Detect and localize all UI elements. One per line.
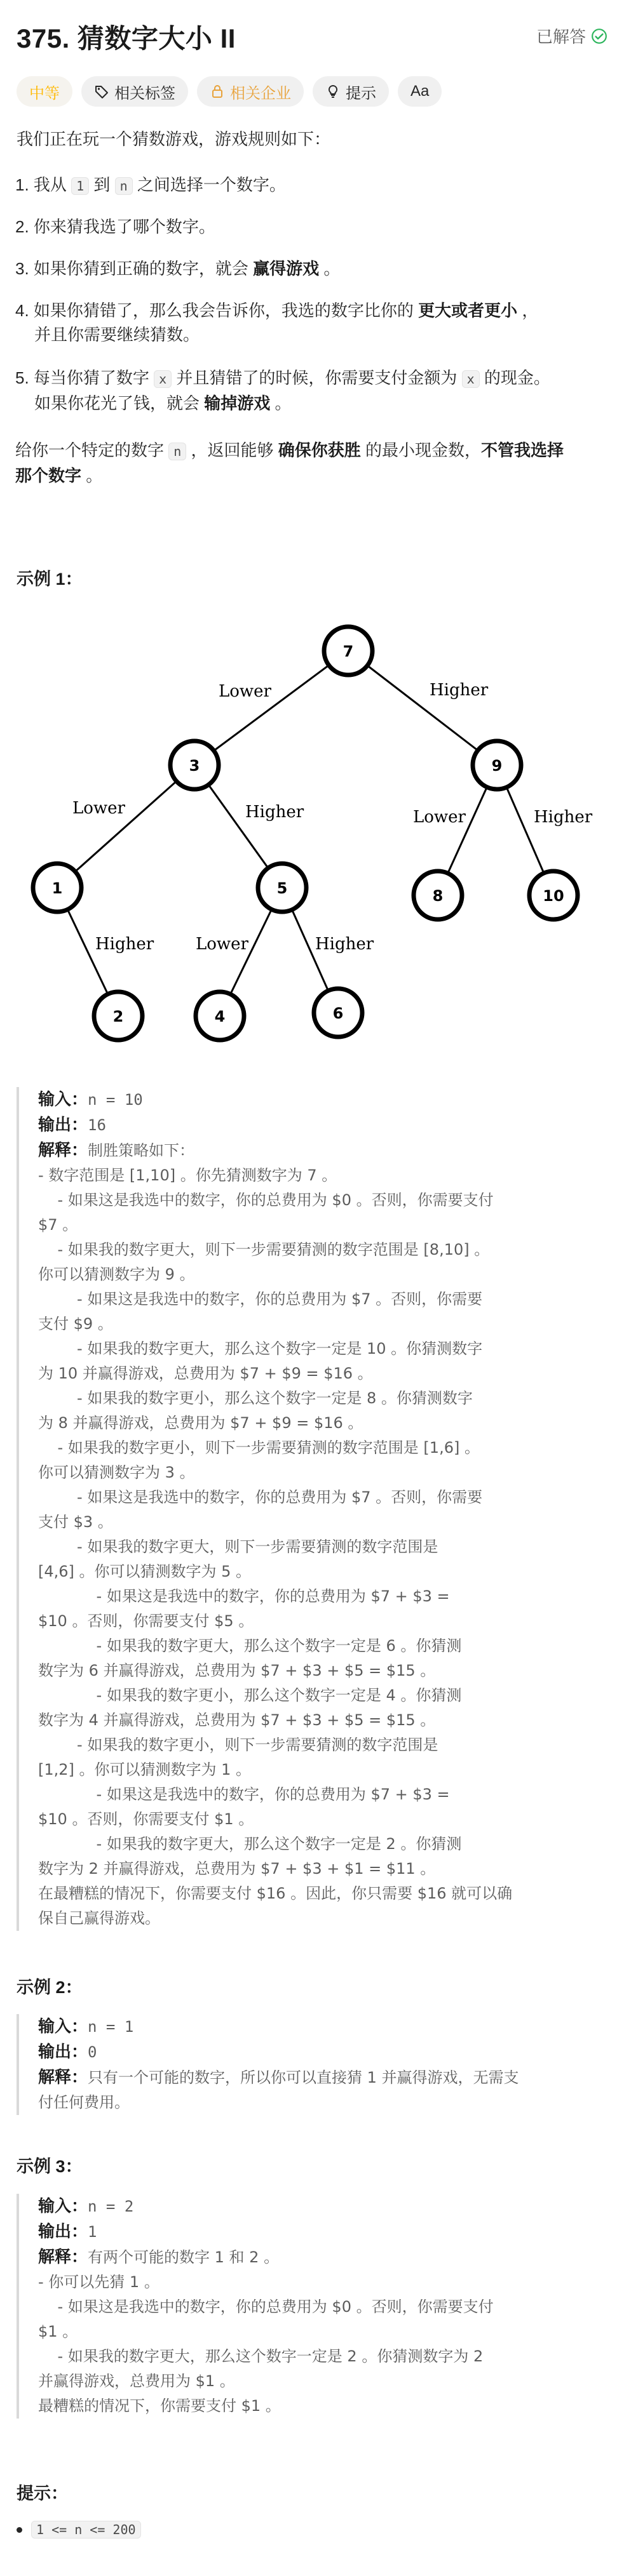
tree-edge-label: Lower bbox=[413, 808, 466, 827]
tree-edge-7-3 bbox=[194, 651, 348, 765]
explain-line bbox=[38, 2245, 607, 2270]
rule-text: 并且你需要继续猜数。 bbox=[34, 325, 200, 344]
rule-text: 如果你花光了钱，就会 bbox=[34, 394, 205, 413]
rule-text: 2. 你来猜我选了哪个数字。 bbox=[15, 217, 215, 236]
explain-line: - 如果我的数字更大，则下一步需要猜测的数字范围是 [8,10] 。 bbox=[38, 1241, 490, 1258]
explain-label: 解释： bbox=[38, 1140, 88, 1159]
output-label: 输出： bbox=[38, 1115, 88, 1134]
rule-2 bbox=[15, 215, 606, 239]
explain-line: 为 10 并赢得游戏，总费用为 $7 + $9 = $16 。 bbox=[38, 1365, 373, 1382]
explain-line: 付任何费用。 bbox=[38, 2093, 130, 2111]
explain-line: - 如果这是我选中的数字，你的总费用为 $7 。否则，你需要 bbox=[38, 1290, 483, 1308]
explain-line: - 如果我的数字更大，那么这个数字一定是 2 。你猜测 bbox=[38, 1835, 462, 1853]
explain-line bbox=[38, 2065, 607, 2090]
input-value: n = 10 bbox=[88, 1091, 143, 1109]
rule-bold: 更大或者更小 bbox=[418, 301, 518, 320]
explain-line: - 如果这是我选中的数字，你的总费用为 $7 + $3 = bbox=[38, 1587, 450, 1605]
explain-line: 支付 $9 。 bbox=[38, 1315, 113, 1333]
rule-3 bbox=[15, 257, 606, 281]
tag-icon bbox=[94, 84, 109, 99]
rule-text: 3. 如果你猜到正确的数字，就会 bbox=[15, 259, 254, 278]
task-bold: 确保你获胜 bbox=[278, 441, 361, 460]
output-line bbox=[38, 2039, 607, 2065]
tree-node-label: 6 bbox=[332, 1004, 344, 1022]
input-label: 输入： bbox=[38, 2196, 88, 2215]
problem-description bbox=[17, 127, 607, 151]
tree-edge-label: Higher bbox=[315, 935, 374, 954]
tree-node-label: 1 bbox=[51, 879, 63, 897]
example-3-heading: 示例 3： bbox=[17, 2157, 83, 2176]
rule-bold: 输掉游戏 bbox=[204, 394, 271, 413]
hints-button[interactable] bbox=[313, 76, 389, 107]
tree-node-label: 7 bbox=[343, 643, 354, 660]
explain-line: $10 。否则，你需要支付 $5 。 bbox=[38, 1612, 254, 1630]
example-2-block bbox=[17, 2014, 607, 2115]
tree-edge-label: Higher bbox=[95, 935, 154, 954]
rule-text: 到 bbox=[89, 175, 115, 194]
task-text: 。 bbox=[81, 466, 103, 485]
explain-line: - 如果这是我选中的数字，你的总费用为 $0 。否则，你需要支付 bbox=[38, 1191, 494, 1209]
rule-1 bbox=[15, 173, 606, 198]
explain-line: - 如果我的数字更大，那么这个数字一定是 10 。你猜测数字 bbox=[38, 1340, 483, 1358]
solved-status[interactable] bbox=[536, 24, 607, 48]
tree-node-label: 3 bbox=[189, 757, 200, 775]
task-text: 给你一个特定的数字 bbox=[15, 441, 169, 460]
tree-edge-label: Higher bbox=[245, 803, 304, 822]
task-statement bbox=[15, 438, 606, 488]
task-text: ，返回能够 bbox=[186, 441, 278, 460]
explain-line: - 如果我的数字更大，则下一步需要猜测的数字范围是 bbox=[38, 1538, 438, 1556]
rule-text: 。 bbox=[270, 394, 292, 413]
rule-text: 的现金。 bbox=[479, 368, 550, 387]
rule-4 bbox=[15, 298, 606, 347]
explain-line: - 如果我的数字更小，那么这个数字一定是 8 。你猜测数字 bbox=[38, 1389, 473, 1407]
explain-lines bbox=[38, 2090, 607, 2115]
related-companies-label: 相关企业 bbox=[230, 84, 291, 102]
explain-line: - 如果我的数字更小，则下一步需要猜测的数字范围是 bbox=[38, 1736, 438, 1754]
output-value: 16 bbox=[88, 1116, 106, 1134]
explain-line: - 如果这是我选中的数字，你的总费用为 $7 + $3 = bbox=[38, 1785, 450, 1803]
input-value: n = 2 bbox=[88, 2198, 134, 2215]
tree-node-label: 9 bbox=[491, 757, 503, 775]
explain-text: 制胜策略如下： bbox=[88, 1142, 195, 1159]
explain-line: 数字为 2 并赢得游戏，总费用为 $7 + $3 + $1 = $11 。 bbox=[38, 1860, 436, 1878]
explain-line: 保自己赢得游戏。 bbox=[38, 1909, 160, 1927]
explain-line: 数字为 6 并赢得游戏，总费用为 $7 + $3 + $5 = $15 。 bbox=[38, 1662, 436, 1679]
rule-text: 。 bbox=[319, 259, 341, 278]
task-bold: 那个数字 bbox=[15, 466, 82, 485]
explain-line: 数字为 4 并赢得游戏，总费用为 $7 + $3 + $5 = $15 。 bbox=[38, 1711, 436, 1729]
output-value: 0 bbox=[88, 2043, 97, 2061]
explain-line: 并赢得游戏，总费用为 $1 。 bbox=[38, 2372, 235, 2390]
explain-line: - 如果我的数字更小，那么这个数字一定是 4 。你猜测 bbox=[38, 1686, 462, 1704]
explain-line: 支付 $3 。 bbox=[38, 1513, 113, 1531]
explain-line: - 如果我的数字更小，则下一步需要猜测的数字范围是 [1,6] 。 bbox=[38, 1439, 480, 1457]
explain-lines bbox=[38, 2270, 607, 2419]
constraints-heading: 提示： bbox=[17, 2484, 68, 2503]
example-1-block bbox=[17, 1087, 607, 1931]
explain-line: - 如果这是我选中的数字，你的总费用为 $0 。否则，你需要支付 bbox=[38, 2298, 494, 2316]
tree-node-label: 4 bbox=[214, 1008, 226, 1025]
tree-node-label: 5 bbox=[276, 879, 288, 897]
check-circle-icon bbox=[591, 28, 607, 44]
explain-line: 最糟糕的情况下，你需要支付 $1 。 bbox=[38, 2397, 281, 2415]
input-line bbox=[38, 2194, 607, 2219]
rule-text: 之间选择一个数字。 bbox=[132, 175, 286, 194]
inline-code: 1 bbox=[71, 177, 89, 195]
explain-line: 为 8 并赢得游戏，总费用为 $7 + $9 = $16 。 bbox=[38, 1414, 363, 1432]
tree-edge-label: Higher bbox=[430, 681, 489, 700]
related-companies-button[interactable] bbox=[197, 76, 304, 107]
decision-tree-diagram bbox=[17, 619, 624, 1064]
rule-text: ， bbox=[517, 301, 539, 320]
explain-line: $1 。 bbox=[38, 2323, 78, 2340]
inline-code: n bbox=[115, 177, 133, 195]
explain-label: 解释： bbox=[38, 2247, 88, 2266]
tree-edge-label: Lower bbox=[72, 799, 125, 818]
tree-edge-7-9 bbox=[348, 651, 497, 765]
explain-line: 在最糟糕的情况下，你需要支付 $16 。因此，你只需要 $16 就可以确 bbox=[38, 1885, 513, 1902]
explain-label: 解释： bbox=[38, 2067, 88, 2086]
output-value: 1 bbox=[88, 2223, 97, 2241]
tree-edge-label: Higher bbox=[534, 808, 593, 827]
input-label: 输入： bbox=[38, 2017, 88, 2036]
explain-line: - 你可以先猜 1 。 bbox=[38, 2273, 159, 2291]
page-title: 375. 猜数字大小 II bbox=[17, 23, 236, 53]
input-label: 输入： bbox=[38, 1090, 88, 1109]
explain-line: - 数字范围是 [1,10] 。你先猜测数字为 7 。 bbox=[38, 1166, 337, 1184]
input-line bbox=[38, 2014, 607, 2039]
tree-node-label: 2 bbox=[112, 1008, 124, 1025]
intro-text: 我们正在玩一个猜数游戏，游戏规则如下： bbox=[17, 130, 331, 149]
explain-line: [4,6] 。你可以猜测数字为 5 。 bbox=[38, 1563, 252, 1580]
output-label: 输出： bbox=[38, 2042, 88, 2061]
bullet-icon bbox=[17, 2527, 22, 2533]
example-3-block bbox=[17, 2194, 607, 2419]
explain-lines bbox=[38, 1163, 607, 1931]
tree-edge-3-1 bbox=[57, 765, 194, 888]
tree-node-label: 10 bbox=[543, 887, 564, 905]
hints-label: 提示 bbox=[346, 84, 376, 102]
difficulty-tag[interactable] bbox=[17, 76, 72, 107]
inline-code: x bbox=[462, 370, 480, 388]
explain-text: 有两个可能的数字 1 和 2 。 bbox=[88, 2248, 280, 2266]
task-text: 的最小现金数， bbox=[360, 441, 481, 460]
tag-bar bbox=[17, 76, 442, 109]
explain-text: 只有一个可能的数字，所以你可以直接猜 1 并赢得游戏，无需支 bbox=[88, 2069, 519, 2086]
example-2-heading: 示例 2： bbox=[17, 1978, 83, 1997]
explain-line: 你可以猜测数字为 9 。 bbox=[38, 1265, 195, 1283]
difficulty-label: 中等 bbox=[29, 84, 60, 102]
tree-edge-label: Lower bbox=[219, 682, 271, 701]
rule-text: 4. 如果你猜错了，那么我会告诉你，我选的数字比你的 bbox=[15, 301, 419, 320]
explain-line: [1,2] 。你可以猜测数字为 1 。 bbox=[38, 1761, 252, 1779]
explain-line bbox=[38, 1138, 607, 1163]
lock-icon bbox=[210, 84, 225, 99]
rule-text: 并且猜错了的时候，你需要支付金额为 bbox=[172, 368, 462, 387]
input-value: n = 1 bbox=[88, 2018, 134, 2036]
explain-line: 你可以猜测数字为 3 。 bbox=[38, 1464, 195, 1481]
tree-node-label: 8 bbox=[432, 887, 444, 905]
font-size-button[interactable] bbox=[398, 76, 442, 107]
explain-line: $10 。否则，你需要支付 $1 。 bbox=[38, 1810, 254, 1828]
rule-bold: 赢得游戏 bbox=[253, 259, 320, 278]
bulb-icon bbox=[325, 84, 341, 99]
explain-line: $7 。 bbox=[38, 1216, 78, 1234]
related-tags-button[interactable] bbox=[81, 76, 188, 107]
input-line bbox=[38, 1087, 607, 1112]
output-line bbox=[38, 1112, 607, 1138]
font-size-icon: Aa bbox=[410, 83, 430, 100]
explain-line: - 如果我的数字更大，那么这个数字一定是 6 。你猜测 bbox=[38, 1637, 462, 1655]
output-label: 输出： bbox=[38, 2222, 88, 2241]
related-tags-label: 相关标签 bbox=[114, 84, 175, 102]
example-1-heading: 示例 1： bbox=[17, 570, 83, 589]
output-line bbox=[38, 2219, 607, 2245]
inline-code: n bbox=[168, 443, 186, 460]
constraint-code: 1 <= n <= 200 bbox=[31, 2521, 141, 2539]
solved-label: 已解答 bbox=[536, 27, 586, 46]
constraint-item bbox=[17, 2521, 141, 2539]
inline-code: x bbox=[154, 370, 172, 388]
task-bold: 不管我选择 bbox=[480, 441, 564, 460]
rule-5 bbox=[15, 366, 606, 415]
rule-text: 5. 每当你猜了数字 bbox=[15, 368, 154, 387]
tree-edge-label: Lower bbox=[196, 935, 248, 954]
explain-line: - 如果这是我选中的数字，你的总费用为 $7 。否则，你需要 bbox=[38, 1488, 483, 1506]
explain-line: - 如果我的数字更大，那么这个数字一定是 2 。你猜测数字为 2 bbox=[38, 2347, 484, 2365]
title-row bbox=[17, 18, 607, 56]
rule-text: 1. 我从 bbox=[15, 175, 72, 194]
